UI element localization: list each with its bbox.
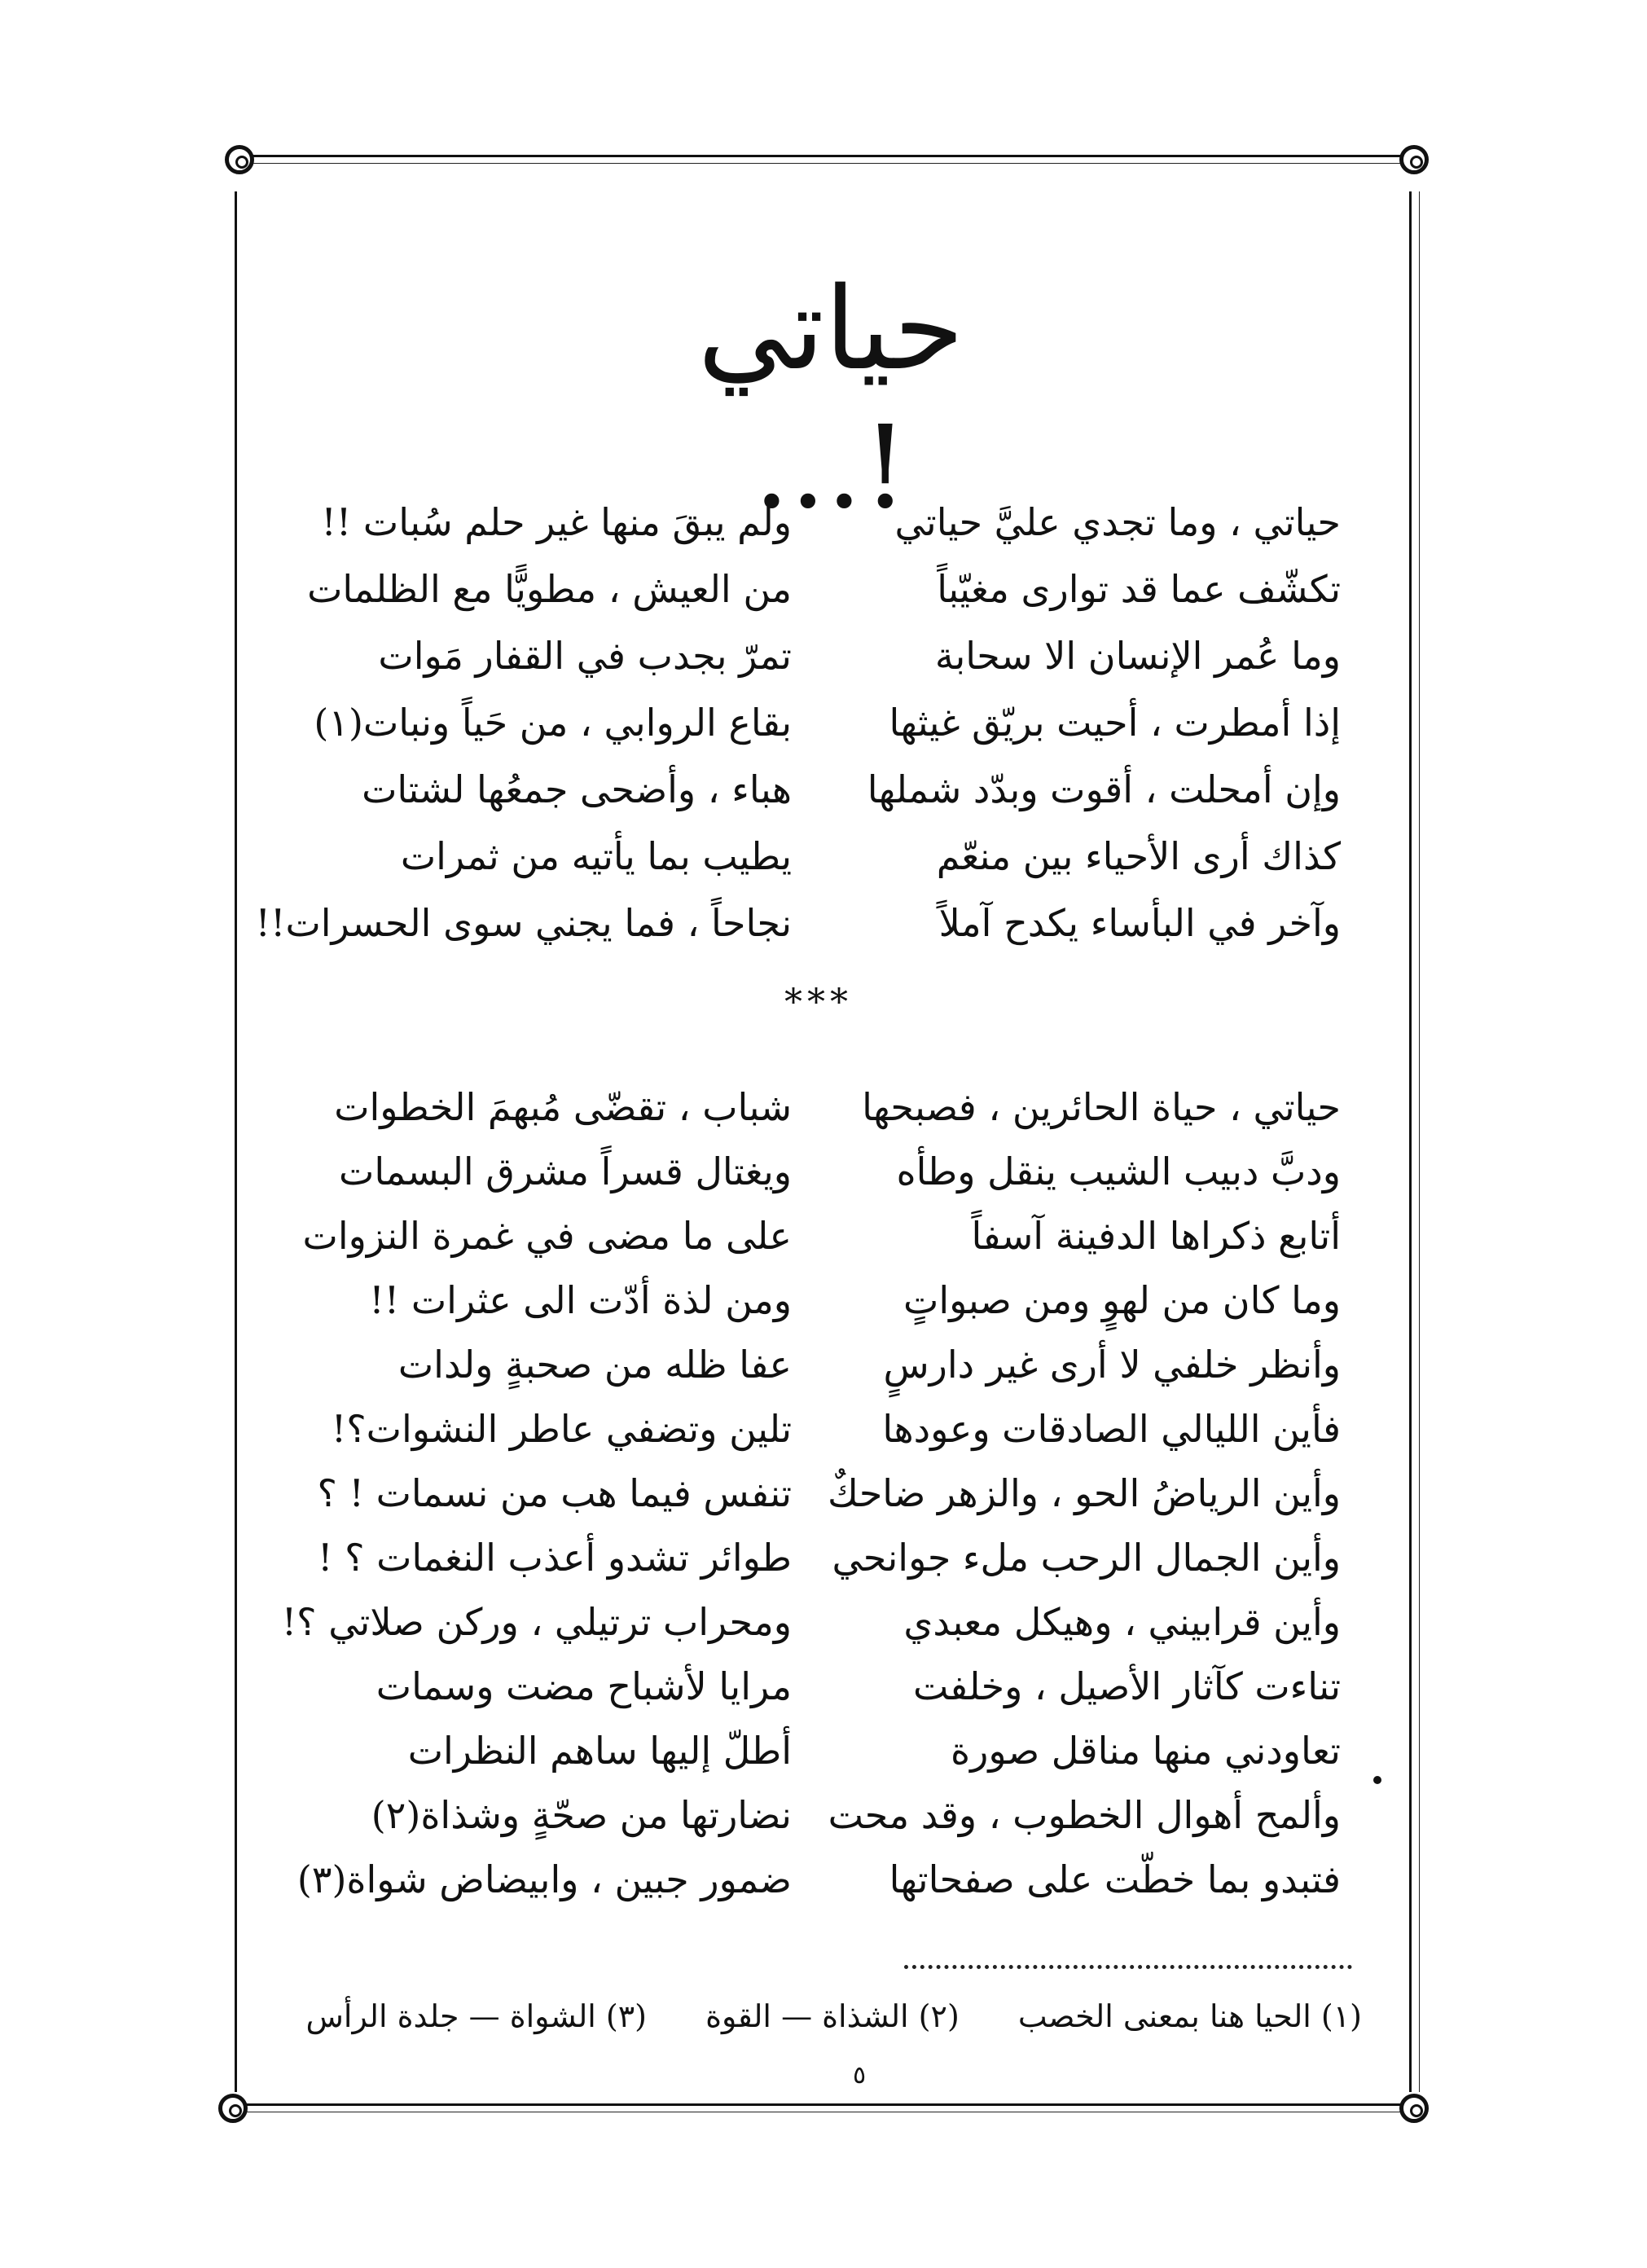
verse-15-left: طوائر تشدو أعذب النغمات ؟ !	[317, 1536, 792, 1580]
verse-13-right: فأين الليالي الصادقات وعودها	[882, 1407, 1341, 1451]
verse-7-right: وآخر في البأساء يكدح آملاً	[938, 901, 1341, 945]
verse-8-left: شباب ، تقضّى مُبهمَ الخطوات	[334, 1085, 792, 1129]
corner-ornament-bottom-right	[1399, 2094, 1429, 2123]
verse-20-left: ضمور جبين ، وابيضاض شواة(٣)	[296, 1857, 792, 1901]
footnote-1: (١) الحيا هنا بمعنى الخصب	[1017, 1998, 1362, 2034]
verse-14-left: تنفس فيما هب من نسمات ! ؟	[317, 1471, 792, 1515]
verse-4-right: إذا أمطرت ، أحيت بريّق غيثها	[889, 701, 1341, 745]
verse-18-right: تعاودني منها مناقل صورة	[951, 1729, 1341, 1773]
corner-ornament-bottom-left	[218, 2094, 248, 2123]
verse-19-left: نضارتها من صحّةٍ وشذاة(٢)	[371, 1793, 792, 1837]
verse-11-right: وما كان من لهوٍ ومن صبواتٍ	[903, 1278, 1341, 1322]
verse-2-right: تكشّف عما قد توارى مغيّباً	[937, 567, 1341, 611]
verse-10-right: أتابع ذكراها الدفينة آسفاً	[971, 1214, 1341, 1258]
verse-20-right: فتبدو بما خطّت على صفحاتها	[889, 1857, 1341, 1901]
verse-8-right: حياتي ، حياة الحائرين ، فصبحها	[862, 1085, 1341, 1129]
page-number: ٥	[852, 2061, 867, 2090]
verse-7-left: نجاحاً ، فما يجني سوى الحسرات!!	[255, 901, 792, 945]
verse-4-left: بقاع الروابي ، من حَياً ونبات(١)	[314, 701, 792, 745]
footnote-2: (٢) الشذاة — القوة	[705, 1998, 960, 2034]
verse-11-left: ومن لذة أدّت الى عثرات !!	[369, 1278, 792, 1322]
verse-15-right: وأين الجمال الرحب ملء جوانحي	[832, 1536, 1341, 1580]
margin-dot	[1373, 1776, 1381, 1784]
verse-3-left: تمرّ بجدب في القفار مَوات	[378, 634, 792, 678]
verse-18-left: أطلّ إليها ساهم النظرات	[407, 1729, 792, 1773]
verse-17-right: تناءت كآثار الأصيل ، وخلفت	[912, 1664, 1341, 1708]
verse-13-left: تلين وتضفي عاطر النشوات؟!	[331, 1407, 792, 1451]
verse-9-left: ويغتال قسراً مشرق البسمات	[339, 1149, 792, 1193]
verse-5-right: وإن أمحلت ، أقوت وبدّد شملها	[867, 767, 1341, 811]
frame-bottom-line	[241, 2103, 1416, 2106]
stanza-separator: ***	[784, 982, 853, 1023]
verse-1-left: ولم يبقَ منها غير حلم سُبات !!	[321, 500, 792, 544]
verse-3-right: وما عُمر الإنسان الا سحابة	[934, 634, 1341, 678]
footnotes	[222, 1988, 1362, 2045]
verse-16-right: وأين قرابيني ، وهيكل معبدي	[903, 1600, 1341, 1644]
verse-5-left: هباء ، وأضحى جمعُها لشتات	[362, 767, 792, 811]
verse-2-left: من العيش ، مطويًّا مع الظلمات	[307, 567, 792, 611]
verse-12-right: وأنظر خلفي لا أرى غير دارسٍ	[883, 1343, 1341, 1387]
footnote-3: (٣) الشواة — جلدة الرأس	[305, 1998, 647, 2034]
verse-17-left: مرايا لأشباح مضت وسمات	[376, 1664, 792, 1708]
verse-16-left: ومحراب ترتيلي ، وركن صلاتي ؟!	[281, 1600, 792, 1644]
page-title: حياتي !...	[697, 263, 964, 534]
verse-9-right: ودبَّ دبيب الشيب ينقل وطأه	[896, 1149, 1341, 1193]
verse-12-left: عفا ظله من صحبةٍ ولدات	[397, 1343, 792, 1387]
verse-1-right: حياتي ، وما تجدي عليَّ حياتي	[894, 500, 1341, 544]
verse-6-left: يطيب بما يأتيه من ثمرات	[400, 834, 792, 878]
verse-10-left: على ما مضى في غمرة النزوات	[302, 1214, 792, 1258]
verse-19-right: وألمح أهوال الخطوب ، وقد محت	[828, 1793, 1341, 1837]
verse-14-right: وأين الرياضُ الحو ، والزهر ضاحكٌ	[828, 1471, 1341, 1515]
footnote-divider	[904, 1965, 1352, 1969]
verse-6-right: كذاك أرى الأحياء بين منعّم	[936, 834, 1341, 878]
